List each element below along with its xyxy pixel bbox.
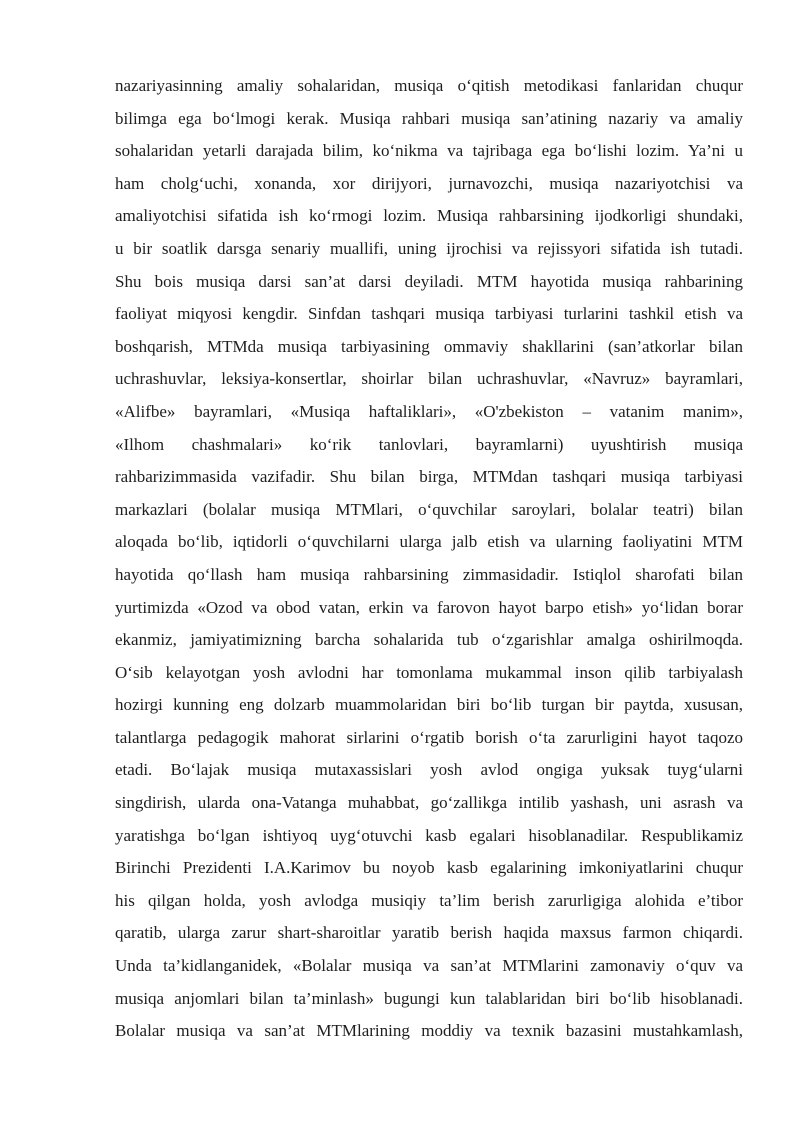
- text-line: his qilgan holda, yosh avlodga musiqiy ta’lim berish zarurligiga alohida e’tibor: [115, 890, 743, 910]
- text-line: hozirgi kunning eng dolzarb muammolaridan biri bo‘lib turgan bir paytda, xususan,: [115, 695, 743, 715]
- text-line: nazariyasinning amaliy sohalaridan, musiqa o‘qitish metodikasi fanlaridan chuqur: [115, 76, 743, 95]
- text-line: sohalaridan yetarli darajada bilim, ko‘nikma va tajribaga ega bo‘lishi lozim. Ya’ni u: [115, 141, 743, 161]
- text-line: Bolalar musiqa va san’at MTMlarining moddiy va texnik bazasini mustahkamlash,: [115, 1021, 743, 1041]
- text-line: «Ilhom chashmalari» ko‘rik tanlovlari, bayramlarni) uyushtirish musiqa: [115, 434, 743, 454]
- text-line: qaratib, ularga zarur shart-sharoitlar yaratib berish haqida maxsus farmon chiqardi.: [115, 923, 743, 943]
- text-line: u bir soatlik darsga senariy muallifi, uning ijrochisi va rejissyori sifatida ish tutadi.: [115, 238, 743, 258]
- text-line: yaratishga bo‘lgan ishtiyoq uyg‘otuvchi kasb egalari hisoblanadilar. Respublikamiz: [115, 825, 743, 845]
- text-line: aloqada bo‘lib, iqtidorli o‘quvchilarni ularga jalb etish va ularning faoliyatini MTM: [115, 532, 743, 552]
- text-line: uchrashuvlar, leksiya-konsertlar, shoirlar bilan uchrashuvlar, «Navruz» bayramlari,: [115, 369, 743, 389]
- text-line: Shu bois musiqa darsi san’at darsi deyiladi. MTM hayotida musiqa rahbarining: [115, 271, 743, 291]
- text-line: markazlari (bolalar musiqa MTMlari, o‘quvchilar saroylari, bolalar teatri) bilan: [115, 499, 743, 519]
- text-line: ekanmiz, jamiyatimizning barcha sohalarida tub o‘zgarishlar amalga oshirilmoqda.: [115, 630, 743, 650]
- text-line: rahbarizimmasida vazifadir. Shu bilan birga, MTMdan tashqari musiqa tarbiyasi: [115, 467, 743, 487]
- text-line: faoliyat miqyosi kengdir. Sinfdan tashqari musiqa tarbiyasi turlarini tashkil etish va: [115, 304, 743, 324]
- text-line: bilimga ega bo‘lmogi kerak. Musiqa rahbari musiqa san’atining nazariy va amaliy: [115, 108, 743, 128]
- text-line: «Alifbe» bayramlari, «Musiqa haftaliklari», «O'zbekiston – vatanim manim»,: [115, 401, 743, 421]
- text-line: yurtimizda «Ozod va obod vatan, erkin va farovon hayot barpo etish» yo‘lidan borar: [115, 597, 743, 617]
- text-line: singdirish, ularda ona-Vatanga muhabbat, go‘zallikga intilib yashash, uni asrash va: [115, 793, 743, 813]
- text-line: hayotida qo‘llash ham musiqa rahbarsining zimmasidadir. Istiqlol sharofati bilan: [115, 564, 743, 584]
- text-line: talantlarga pedagogik mahorat sirlarini o‘rgatib borish o‘ta zarurligini hayot taqozo: [115, 727, 743, 747]
- text-line: boshqarish, MTMda musiqa tarbiyasining ommaviy shakllarini (san’atkorlar bilan: [115, 336, 743, 356]
- text-line: O‘sib kelayotgan yosh avlodni har tomonlama mukammal inson qilib tarbiyalash: [115, 662, 743, 682]
- text-line: Birinchi Prezidenti I.A.Karimov bu noyob kasb egalarining imkoniyatlarini chuqur: [115, 858, 743, 878]
- text-line: ham cholg‘uchi, xonanda, xor dirijyori, jurnavozchi, musiqa nazariyotchisi va: [115, 173, 743, 193]
- text-line: musiqa anjomlari bilan ta’minlash» bugungi kun talablaridan biri bo‘lib hisoblanadi.: [115, 988, 743, 1008]
- document-page: [115, 70, 743, 1048]
- text-line: etadi. Bo‘lajak musiqa mutaxassislari yosh avlod ongiga yuksak tuyg‘ularni: [115, 760, 743, 780]
- text-line: Unda ta’kidlanganidek, «Bolalar musiqa va san’at MTMlarini zamonaviy o‘quv va: [115, 956, 743, 976]
- text-line: amaliyotchisi sifatida ish ko‘rmogi lozim. Musiqa rahbarsining ijodkorligi shundaki,: [115, 206, 743, 226]
